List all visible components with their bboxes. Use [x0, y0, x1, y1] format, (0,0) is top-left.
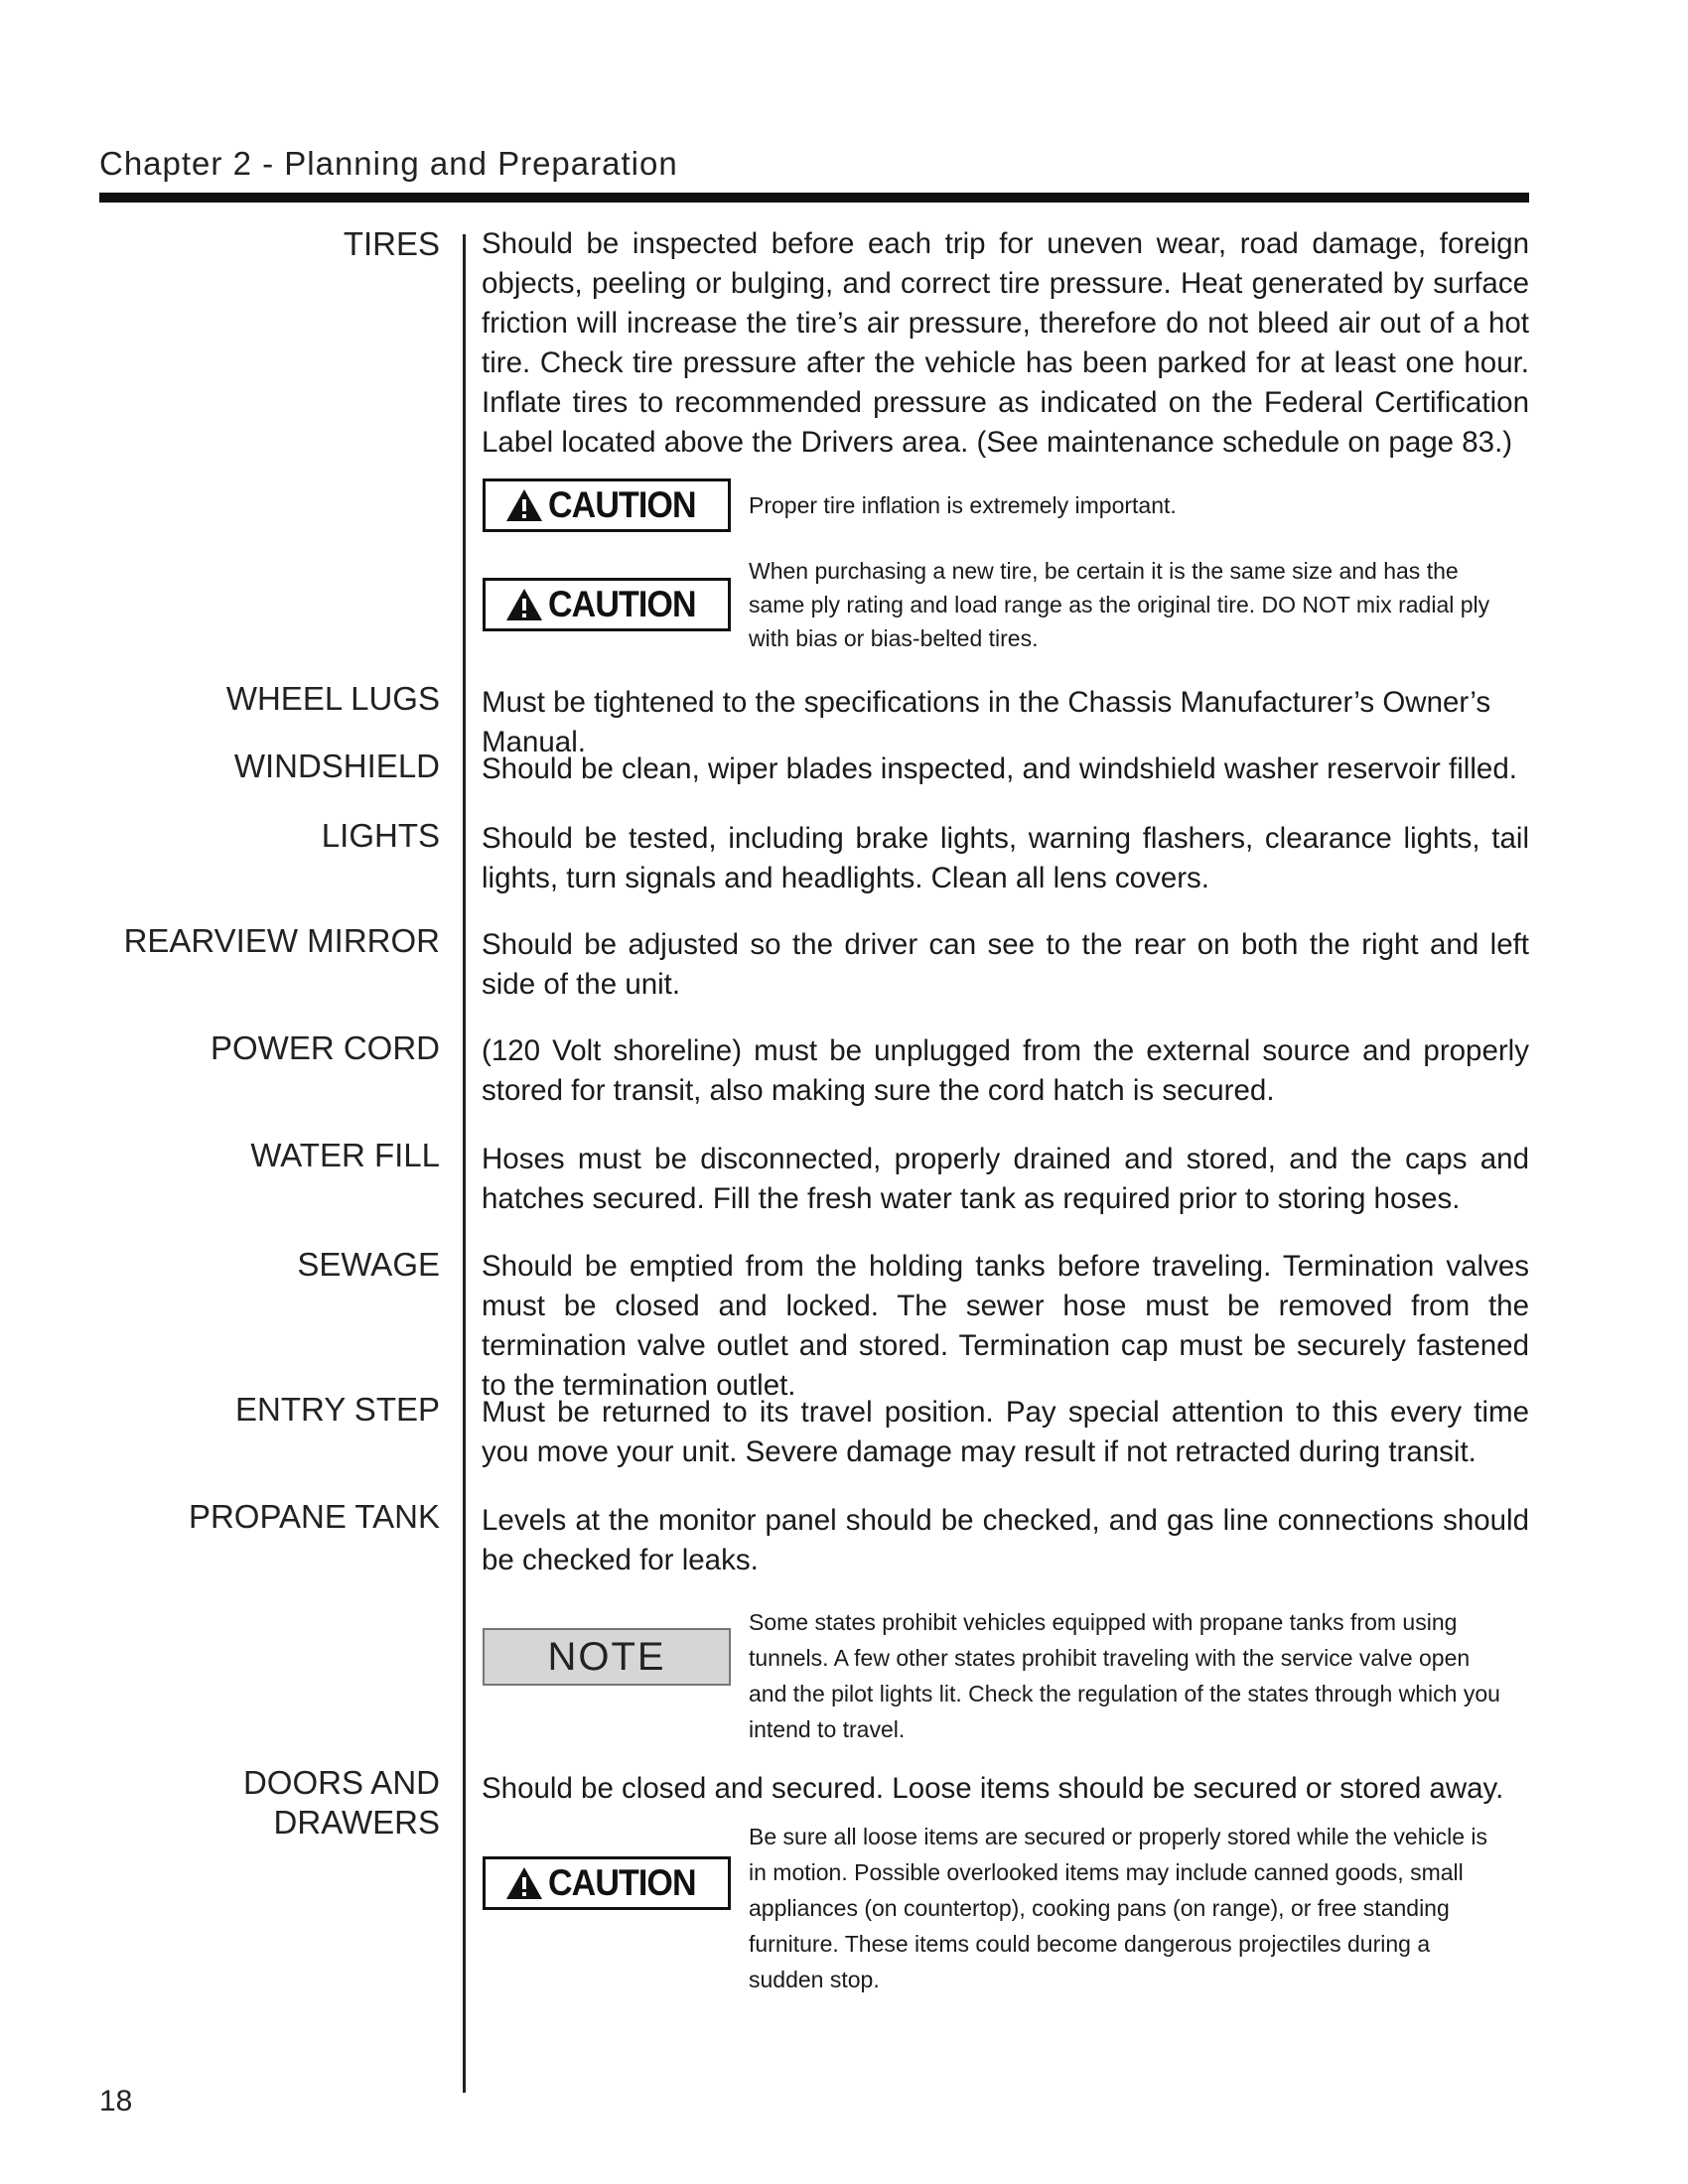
text-wheel-lugs: Must be tightened to the specifications in the Chassis Manufacturer’s Owner’s Manual. [482, 686, 1491, 758]
warning-triangle-icon [504, 487, 544, 523]
label-windshield: WINDSHIELD [233, 748, 440, 784]
text-entry-step: Must be returned to its travel position. Pay special attention to this every time you move your unit. Severe damage may result if not retracted during transit. [482, 1396, 1529, 1468]
text-sewage: Should be emptied from the holding tanks before traveling. Termination valves must be closed and locked. The sewer hose must be removed from the termination valve outlet and stored. Termination cap must be securely fastened to the termination outlet. [482, 1250, 1529, 1402]
text-propane-tank: Levels at the monitor panel should be checked, and gas line connections should be checked for leaks. [482, 1504, 1529, 1576]
text-tires: Should be inspected before each trip for uneven wear, road damage, foreign objects, peeling or bulging, and correct tire pressure. Heat generated by surface friction will increase the tire’s air pressure, therefore do not bleed air out of a hot tire. Check tire pressure after the vehicle has been parked for at least one hour. Inflate tires to recommended pressure as indicated on the Federal Certification Label located above the Drivers area. (See maintenance schedule on page 83.) [482, 227, 1529, 459]
text-windshield: Should be clean, wiper blades inspected, and windshield washer reservoir filled. [482, 752, 1517, 785]
caution-text: When purchasing a new tire, be certain it is the same size and has the same ply rating and load range as the original tire. DO NOT mix radial ply with bias or bias-belted tires. [749, 558, 1490, 651]
warning-triangle-icon [504, 587, 544, 622]
caution-word: CAUTION [548, 484, 696, 525]
page-number: 18 [99, 2085, 133, 2117]
column-divider [463, 234, 466, 2093]
caution-badge [483, 1856, 731, 1910]
note-word: NOTE [547, 1634, 666, 1679]
note-badge [483, 1628, 731, 1686]
label-entry-step: ENTRY STEP [234, 1391, 440, 1428]
label-lights: LIGHTS [321, 817, 440, 854]
caution-word: CAUTION [548, 1862, 696, 1903]
caution-badge [483, 578, 731, 631]
label-water-fill: WATER FILL [250, 1137, 440, 1173]
caution-text: Proper tire inflation is extremely important. [749, 492, 1177, 518]
header-rule [99, 193, 1529, 203]
label-power-cord: POWER CORD [211, 1029, 440, 1066]
chapter-header: Chapter 2 - Planning and Preparation [99, 145, 678, 182]
label-tires: TIRES [343, 225, 440, 262]
label-sewage: SEWAGE [297, 1246, 440, 1283]
caution-word: CAUTION [548, 584, 696, 624]
text-doors-and-drawers: Should be closed and secured. Loose items should be secured or stored away. [482, 1772, 1504, 1805]
label-propane-tank: PROPANE TANK [188, 1498, 440, 1535]
caution-text: Be sure all loose items are secured or properly stored while the vehicle is in motion. Possible overlooked items may include canned goods, small appliances (on countertop), cooking pans (on range), or free standing furniture. These items could become dangerous projectiles during a sudden stop. [749, 1824, 1488, 1992]
warning-triangle-icon [504, 1865, 544, 1901]
label-wheel-lugs: WHEEL LUGS [225, 680, 440, 717]
text-water-fill: Hoses must be disconnected, properly drained and stored, and the caps and hatches secured. Fill the fresh water tank as required prior to storing hoses. [482, 1143, 1529, 1215]
text-power-cord: (120 Volt shoreline) must be unplugged from the external source and properly stored for transit, also making sure the cord hatch is secured. [482, 1034, 1529, 1107]
label-doors-and-drawers-line2: DRAWERS [273, 1804, 440, 1841]
label-rearview-mirror: REARVIEW MIRROR [123, 922, 440, 959]
label-doors-and-drawers: DOORS AND [242, 1764, 440, 1801]
text-rearview-mirror: Should be adjusted so the driver can see to the rear on both the right and left side of the unit. [482, 928, 1529, 1001]
note-text: Some states prohibit vehicles equipped with propane tanks from using tunnels. A few other states prohibit traveling with the service valve open and the pilot lights lit. Check the regulation of the states through which you intend to travel. [749, 1609, 1500, 1742]
text-lights: Should be tested, including brake lights, warning flashers, clearance lights, tail lights, turn signals and headlights. Clean all lens covers. [482, 822, 1529, 894]
caution-badge [483, 478, 731, 532]
